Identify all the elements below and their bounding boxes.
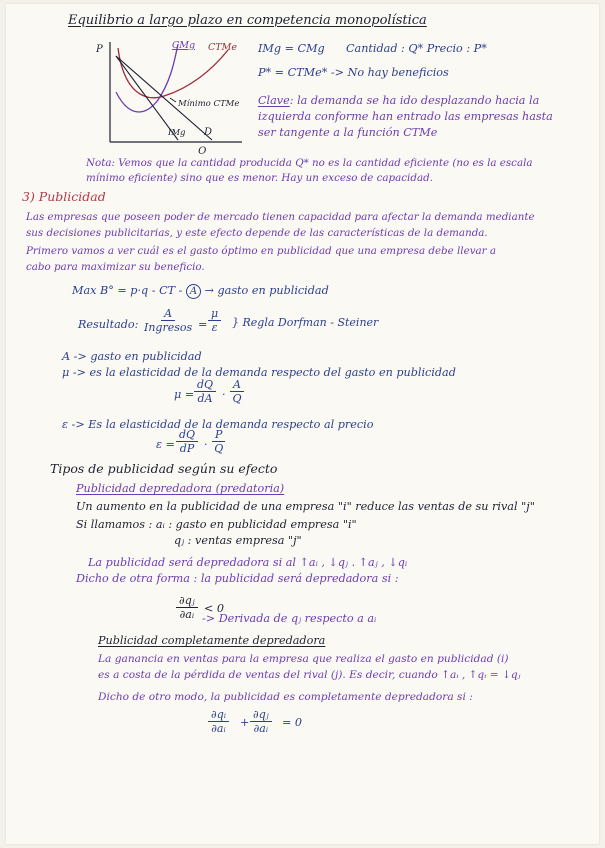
final-op: + (240, 716, 250, 729)
eps-den-2: Q (214, 442, 224, 455)
result-den-2: ε (211, 321, 218, 334)
max-arrow-icon: → (204, 284, 218, 297)
result-num-1: A (161, 307, 175, 321)
clave-label: Clave (258, 94, 290, 107)
dep-line-1: Un aumento en la publicidad de una empresa "i" reduce las ventas de su rival "j" (76, 500, 535, 513)
nota-line-1: Nota: Vemos que la cantidad producida Q* no es la cantidad eficiente (no es la escala (86, 157, 533, 169)
img-label: IMg (168, 128, 186, 138)
axis-q-label: Q (198, 146, 207, 154)
dep-line-3: qⱼ : ventas empresa "j" (174, 534, 302, 547)
final-num-2: ∂qⱼ (250, 708, 272, 722)
result-label: Resultado: (78, 318, 139, 331)
comp-line-3: Dicho de otro modo, la publicidad es completamente depredadora si : (98, 691, 473, 703)
eps-frac-1 (176, 428, 198, 455)
mu-dot: · (222, 388, 226, 401)
mu-lhs: μ = (174, 388, 195, 401)
eps-den-1: dP (179, 442, 195, 455)
ctme-label: CTMe (208, 42, 237, 53)
dep-line-2: Si llamamos : aᵢ : gasto en publicidad empresa "i" (76, 518, 357, 531)
clave-text-1: : la demanda se ha ido desplazando hacia la (289, 94, 540, 107)
max-suffix: gasto en publicidad (217, 284, 329, 297)
final-den-1: ∂aᵢ (211, 722, 226, 735)
nota-line-2: mínimo eficiente) sino que es menor. Hay un exceso de capacidad. (86, 172, 433, 184)
eps-dot: · (204, 438, 208, 451)
minimo-ctme-label: Mínimo CTMe (178, 99, 240, 109)
deriv-num: ∂qⱼ (176, 594, 198, 608)
result-frac-1 (144, 307, 192, 334)
comp-line-1: La ganancia en ventas para la empresa que realiza el gasto en publicidad (i) (98, 653, 509, 665)
mu-frac-1 (194, 378, 216, 405)
result-rule: } Regla Dorfman - Steiner (232, 316, 379, 329)
section-para-2-line-1: Primero vamos a ver cuál es el gasto óptimo en publicidad que una empresa debe llevar a (26, 245, 496, 257)
clave-line-2: izquierda conforme han entrado las empresas hasta (258, 110, 553, 123)
cond-no-beneficios: P* = CTMe* -> No hay beneficios (258, 66, 449, 79)
notebook-page (6, 4, 599, 844)
demand-line (116, 56, 212, 140)
def-a: A -> gasto en publicidad (62, 350, 202, 363)
comp-line-2: es a costa de la pérdida de ventas del rival (j). Es decir, cuando ↑aᵢ , ↑qᵢ = ↓qⱼ (98, 669, 521, 681)
result-equals: = (198, 318, 208, 331)
cond-cantidad-precio: Cantidad : Q* Precio : P* (346, 42, 487, 55)
result-den-1: Ingresos (144, 321, 193, 334)
clave-line-1 (258, 94, 539, 108)
max-formula-visible: Max B° = p·q - CT - (72, 284, 186, 297)
max-circle: A (186, 284, 201, 299)
dep-line-5: Dicho de otra forma : la publicidad será depredadora si : (76, 572, 399, 585)
page-title: Equilibrio a largo plazo en competencia monopolística (68, 13, 427, 28)
tipos-heading: Tipos de publicidad según su efecto (50, 461, 278, 476)
section-para-1-line-2: sus decisiones publicitarias, y este efecto depende de las características de la demanda. (26, 227, 488, 239)
def-mu: μ -> es la elasticidad de la demanda respecto del gasto en publicidad (62, 366, 456, 379)
deriv-den: ∂aᵢ (179, 608, 195, 621)
mu-den-2: Q (232, 392, 242, 405)
section-para-1-line-1: Las empresas que poseen poder de mercado tienen capacidad para afectar la demanda mediante (26, 211, 535, 223)
mu-num-2: A (230, 378, 244, 392)
demand-label: D (204, 127, 213, 138)
mu-num-1: dQ (194, 378, 216, 392)
final-den-2: ∂aᵢ (253, 722, 269, 735)
mu-den-1: dA (197, 392, 213, 405)
deriv-rel: < 0 (204, 602, 225, 615)
axis-p-label: P (96, 44, 103, 55)
equilibrium-graph (94, 34, 264, 154)
eps-num-2: P (212, 428, 225, 442)
def-eps: ε -> Es la elasticidad de la demanda respecto al precio (62, 418, 374, 431)
result-frac-2 (208, 307, 221, 334)
section-heading-publicidad: 3) Publicidad (22, 189, 106, 204)
max-formula (72, 284, 329, 299)
eps-num-1: dQ (176, 428, 198, 442)
deriv-frac (176, 594, 198, 621)
section-para-2-line-2: cabo para maximizar su beneficio. (26, 261, 205, 273)
deriv-note: -> Derivada de qⱼ respecto a aᵢ (202, 612, 377, 625)
dep-line-4: La publicidad será depredadora si al ↑aᵢ , ↓qⱼ . ↑aⱼ , ↓qᵢ (88, 556, 408, 569)
completamente-heading: Publicidad completamente depredadora (98, 634, 326, 647)
final-rhs: = 0 (282, 716, 303, 729)
result-num-2: μ (208, 307, 221, 321)
eps-lhs: ε = (156, 438, 175, 451)
final-num-1: ∂qᵢ (208, 708, 229, 722)
cmg-label: CMg (172, 40, 196, 51)
mu-frac-2 (230, 378, 244, 405)
final-frac-2 (250, 708, 272, 735)
clave-line-3: ser tangente a la función CTMe (258, 126, 438, 139)
cond-img-cmg: IMg = CMg (258, 42, 325, 55)
depredadora-heading: Publicidad depredadora (predatoria) (76, 482, 285, 495)
final-frac-1 (208, 708, 229, 735)
eps-frac-2 (212, 428, 225, 455)
